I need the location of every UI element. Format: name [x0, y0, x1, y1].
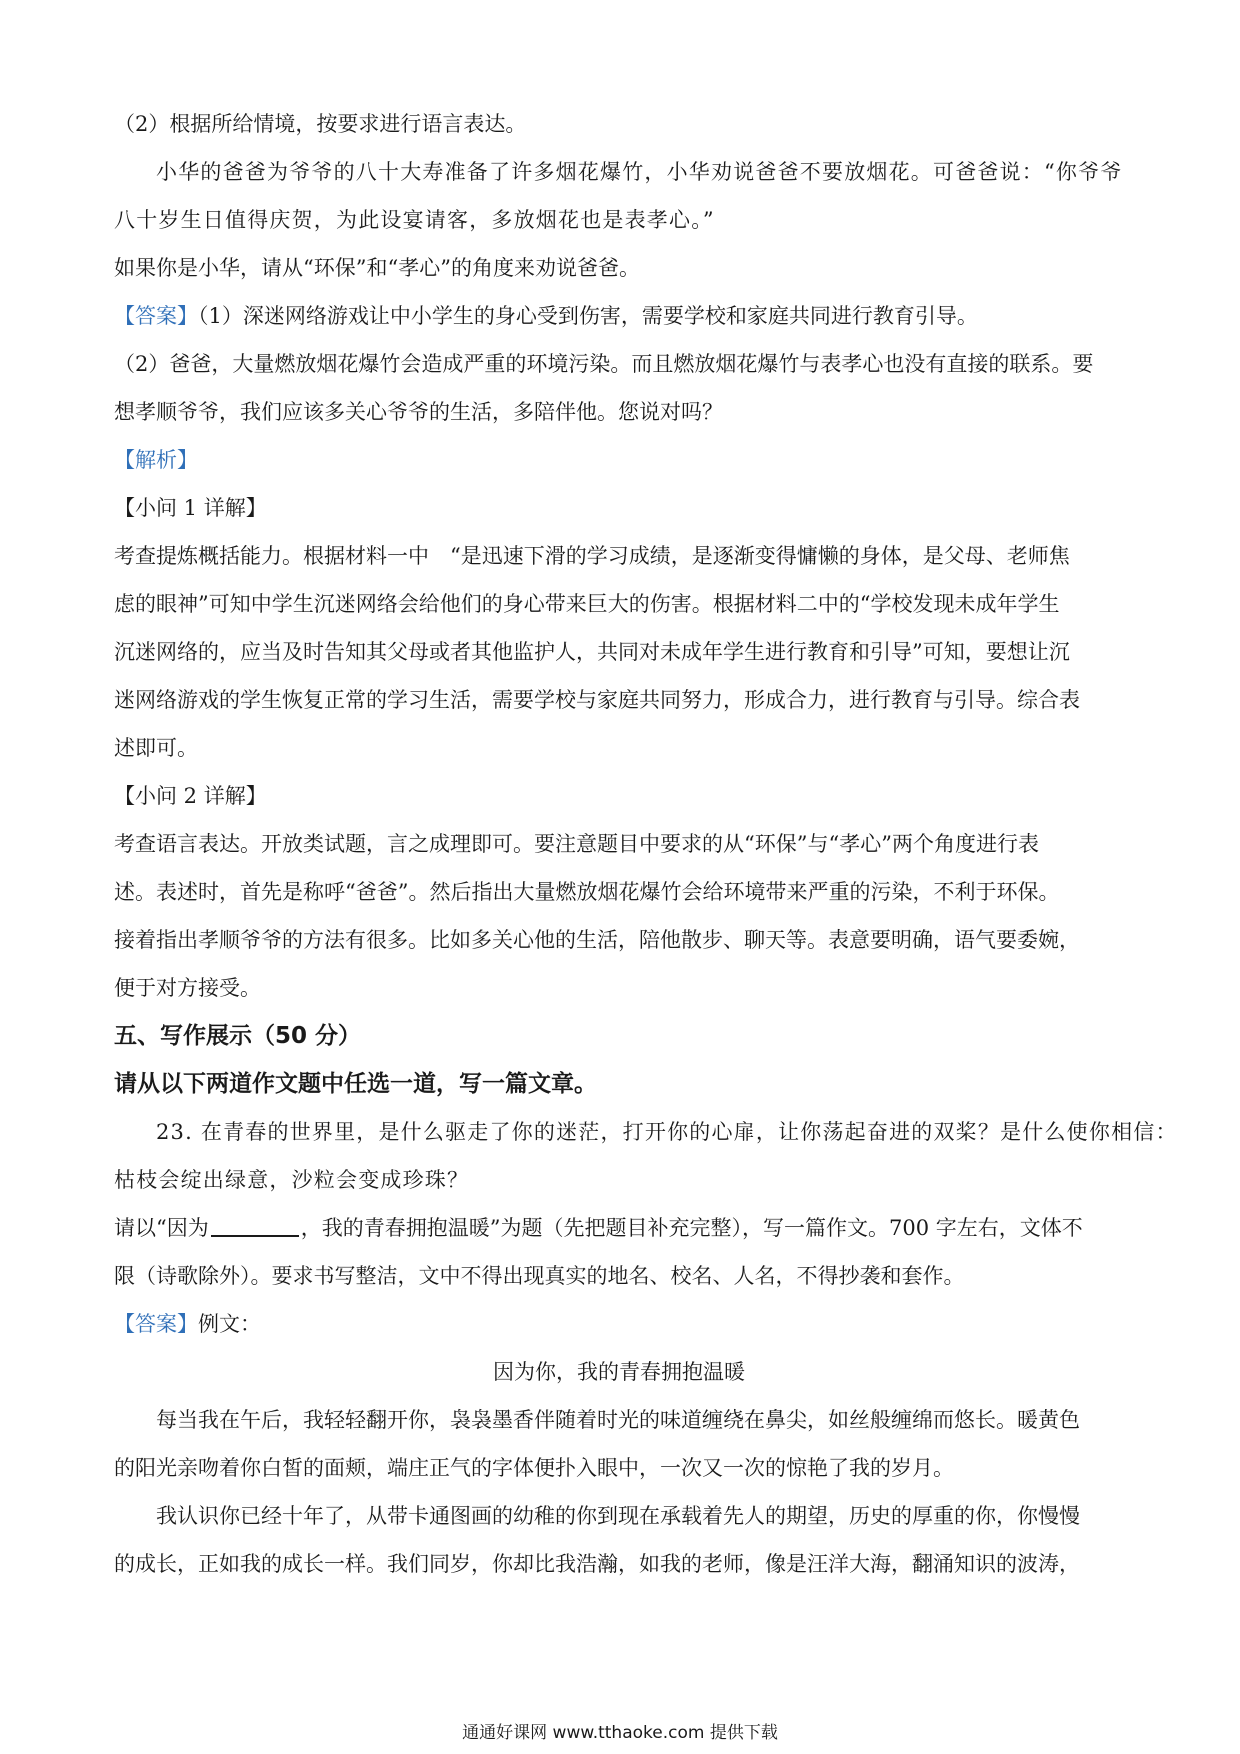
sub-question-2-title: 【小问 2 详解】 [114, 784, 267, 808]
task-line: 如果你是小华，请从“环保”和“孝心”的角度来劝说爸爸。 [114, 256, 640, 280]
sub-question-2-line-1: 考查语言表达。开放类试题，言之成理即可。要注意题目中要求的从“环保”与“孝心”两个角度进行表 [114, 832, 1039, 856]
question-23-title-suffix: ，我的青春拥抱温暖”为题（先把题目补充完整），写一篇作文。700 字左右，文体不 [300, 1216, 1083, 1240]
example-answer-label [114, 1300, 1124, 1348]
page-footer: 通通好课网 www.tthaoke.com 提供下载 [462, 1723, 778, 1743]
essay-paragraph-2-line-2: 的成长，正如我的成长一样。我们同岁，你却比我浩瀚，如我的老师，像是汪洋大海，翻涌知识的波涛， [114, 1552, 1080, 1576]
sub-question-1-title: 【小问 1 详解】 [114, 496, 267, 520]
example-answer-tag: 【答案】 [114, 1312, 198, 1336]
answer-block [114, 292, 1124, 340]
section-instruction: 请从以下两道作文题中任选一道，写一篇文章。 [114, 1071, 597, 1097]
answer-2-line-2: 想孝顺爷爷，我们应该多关心爷爷的生活，多陪伴他。您说对吗？ [114, 400, 723, 424]
sub-question-1-line-4: 迷网络游戏的学生恢复正常的学习生活，需要学校与家庭共同努力，形成合力，进行教育与引导。综合表 [114, 688, 1080, 712]
question-2-prompt: （2）根据所给情境，按要求进行语言表达。 [114, 112, 527, 136]
title-blank [211, 1215, 299, 1237]
sub-question-1-line-1: 考查提炼概括能力。根据材料一中 “是迅速下滑的学习成绩，是逐渐变得慵懒的身体，是父母、老师焦 [114, 544, 1070, 568]
essay-title: 因为你，我的青春拥抱温暖 [493, 1360, 745, 1384]
sub-question-1-line-5: 述即可。 [114, 736, 198, 760]
scenario-line-1: 小华的爸爸为爷爷的八十大寿准备了许多烟花爆竹，小华劝说爸爸不要放烟花。可爸爸说：“你爷爷 [156, 160, 1123, 184]
sub-question-2-line-3: 接着指出孝顺爷爷的方法有很多。比如多关心他的生活，陪他散步、聊天等。表意要明确，语气要委婉， [114, 928, 1080, 952]
answer-2-line-1: （2）爸爸，大量燃放烟花爆竹会造成严重的环境污染。而且燃放烟花爆竹与表孝心也没有直接的联系。要 [114, 352, 1094, 376]
scenario-line-2: 八十岁生日值得庆贺，为此设宴请客，多放烟花也是表孝心。” [114, 208, 715, 232]
answer-tag: 【答案】 [114, 304, 198, 328]
document-body [114, 100, 1178, 1588]
essay-paragraph-1-line-2: 的阳光亲吻着你白皙的面颊，端庄正气的字体便扑入眼中，一次又一次的惊艳了我的岁月。 [114, 1456, 954, 1480]
section-title: 五、写作展示（50 分） [114, 1023, 362, 1049]
answer-1: （1）深迷网络游戏让中小学生的身心受到伤害，需要学校和家庭共同进行教育引导。 [198, 304, 978, 328]
analysis-tag: 【解析】 [114, 448, 198, 472]
example-label: 例文： [198, 1312, 261, 1336]
question-23-line-3 [114, 1204, 1124, 1252]
sub-question-2-line-2: 述。表述时，首先是称呼“爸爸”。然后指出大量燃放烟花爆竹会给环境带来严重的污染，不利于环保。 [114, 880, 1060, 904]
sub-question-1-line-2: 虑的眼神”可知中学生沉迷网络会给他们的身心带来巨大的伤害。根据材料二中的“学校发现未成年学生 [114, 592, 1060, 616]
sub-question-2-line-4: 便于对方接受。 [114, 976, 261, 1000]
question-23-line-4: 限（诗歌除外）。要求书写整洁，文中不得出现真实的地名、校名、人名，不得抄袭和套作。 [114, 1264, 965, 1288]
sub-question-1-line-3: 沉迷网络的，应当及时告知其父母或者其他监护人，共同对未成年学生进行教育和引导”可知，要想让沉 [114, 640, 1070, 664]
question-23-title-prefix: 请以“因为 [114, 1216, 209, 1240]
essay-paragraph-1-line-1: 每当我在午后，我轻轻翻开你，袅袅墨香伴随着时光的味道缠绕在鼻尖，如丝般缠绵而悠长。暖黄色 [156, 1408, 1080, 1432]
question-23-line-1: 23. 在青春的世界里，是什么驱走了你的迷茫，打开你的心扉，让你荡起奋进的双桨？是什么使你相信： [156, 1120, 1178, 1144]
essay-paragraph-2-line-1: 我认识你已经十年了，从带卡通图画的幼稚的你到现在承载着先人的期望，历史的厚重的你，你慢慢 [156, 1504, 1080, 1528]
question-23-line-2: 枯枝会绽出绿意，沙粒会变成珍珠？ [114, 1168, 470, 1192]
